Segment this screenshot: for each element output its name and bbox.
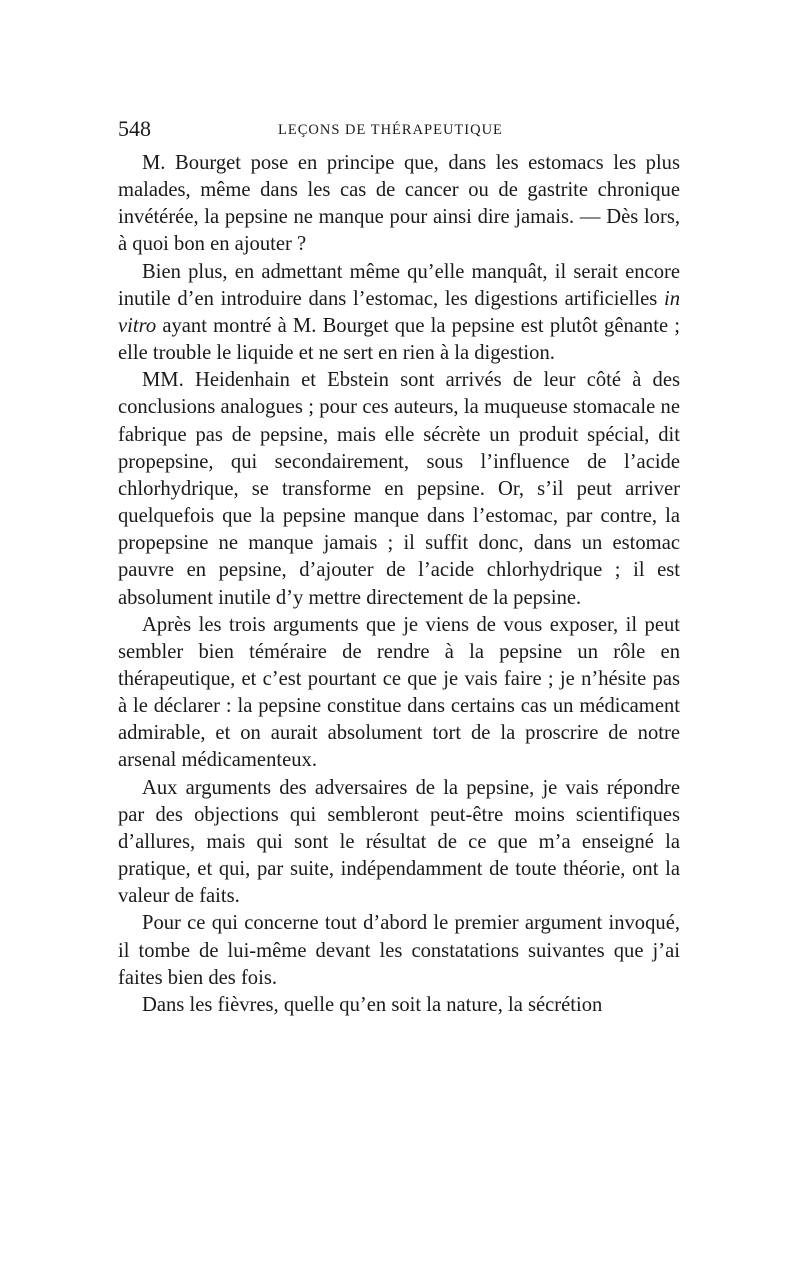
paragraph-text: M. Bourget pose en principe que, dans les estomacs les plus malades, même dans les cas de cancer ou de gastrite chronique invétérée, la pepsine ne manque pour ainsi dire jamais. — Dès lors, à quoi bon en ajouter ? bbox=[118, 152, 680, 256]
paragraph bbox=[118, 367, 680, 611]
paragraph-text: Dans les fièvres, quelle qu’en soit la nature, la sécrétion bbox=[142, 993, 603, 1016]
paragraph bbox=[118, 910, 680, 991]
paragraph-text: Bien plus, en admettant même qu’elle manquât, il serait encore inutile d’en introduire dans l’estomac, les digestions artificielles bbox=[118, 260, 680, 310]
paragraph-text: Après les trois arguments que je viens de vous exposer, il peut sembler bien téméraire de rendre à la pepsine un rôle en thérapeutique, et c’est pourtant ce que je vais faire ; je n’hésite pas à le déclarer : la pepsine constitue dans certains cas un médicament admirable, et on aurait absolument tort de la proscrire de notre arsenal médicamenteux. bbox=[118, 613, 680, 772]
paragraph bbox=[118, 612, 680, 775]
book-page bbox=[118, 112, 680, 1019]
paragraph bbox=[118, 259, 680, 368]
paragraph bbox=[118, 150, 680, 259]
paragraph-text: ayant montré à M. Bourget que la pepsine est plutôt gênante ; elle trouble le liquide et ne sert en rien à la digestion. bbox=[118, 314, 680, 365]
paragraph bbox=[118, 775, 680, 911]
page-number: 548 bbox=[118, 116, 151, 141]
paragraph-text: Pour ce qui concerne tout d’abord le premier argument invoqué, il tombe de lui-même devant les constatations suivantes que j’ai faites bien des fois. bbox=[118, 912, 680, 989]
paragraph bbox=[118, 992, 680, 1019]
paragraph-text: MM. Heidenhain et Ebstein sont arrivés de leur côté à des conclusions analogues ; pour ces auteurs, la muqueuse stomacale ne fabrique pas de pepsine, mais elle sécrète un produit spécial, dit propepsine, qui secondairement, sous l’influence de l’acide chlorhydrique, se transforme en pepsine. Or, s’il peut arriver quelquefois que la pepsine manque dans l’estomac, par contre, la propepsine ne manque jamais ; il suffit donc, dans un estomac pauvre en pepsine, d’ajouter de l’acide chlorhydrique ; il est absolument inutile d’y mettre directement de la pepsine. bbox=[118, 369, 680, 609]
running-header bbox=[118, 112, 680, 146]
running-title: LEÇONS DE THÉRAPEUTIQUE bbox=[278, 122, 503, 138]
italic-phrase: in vitro bbox=[118, 287, 680, 337]
body-text bbox=[118, 150, 680, 1019]
paragraph-text: Aux arguments des adversaires de la pepsine, je vais répondre par des objections qui sembleront peut-être moins scientifiques d’allures, mais qui sont le résultat de ce que m’a enseigné la pratique, et qui, par suite, indépendamment de toute théorie, ont la valeur de faits. bbox=[118, 776, 680, 908]
